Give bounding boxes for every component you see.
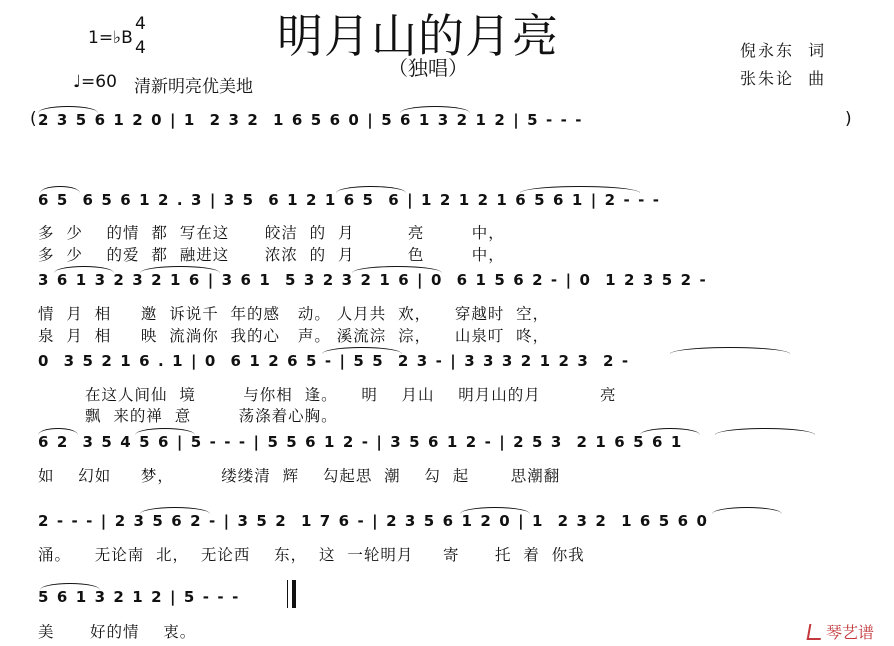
watermark-brand: 琴艺谱 [826, 623, 875, 642]
score-row-6-notes: 2 - - - | 2 3 5 6 2 - | 3 5 2 1 7 6 - | 2 3 5 6 1 2 0 | 1 2 3 2 1 6 5 6 0 [38, 512, 709, 530]
page-subtitle: （独唱） [388, 56, 468, 80]
slur [40, 583, 100, 590]
slur [400, 106, 470, 113]
tempo-marking: ♩=60 [73, 72, 117, 92]
score-row-4-notes: 0 3 5 2 1 6 . 1 | 0 6 1 2 6 5 - | 5 5 2 3 - | 3 3 3 2 1 2 3 2 - [38, 352, 630, 370]
slur [460, 507, 530, 514]
lyric-verse-1: 多 少 的情 都 写在这 皎洁 的 月 亮 中， [38, 224, 505, 242]
composer-credit: 张朱论 曲 [740, 69, 827, 88]
repeat-paren-right: ) [845, 109, 852, 129]
lyric-verse-1: 情 月 相 邀 诉说千 年的感 动。 人月共 欢， 穿越时 空， [38, 305, 550, 323]
time-signature-top: 4 [135, 14, 146, 34]
slur [352, 266, 442, 273]
time-signature-bottom: 4 [135, 38, 146, 58]
repeat-paren-left: ( [30, 109, 37, 129]
slur [140, 507, 210, 514]
lyric-verse-2: 多 少 的爱 都 融进这 浓浓 的 月 色 中， [38, 246, 505, 264]
lyric-verse-1: 在这人间仙 境 与你相 逢。 明 月山 明月山的月 亮 [85, 386, 617, 404]
slur [322, 347, 402, 354]
score-row-2-notes: 6 5 6 5 6 1 2 . 3 | 3 5 6 1 2 1 6 5 6 | 1 2 1 2 1 6 5 6 1 | 2 - - - [38, 191, 661, 209]
lyric-verse-1: 美 好的情 衷。 [38, 623, 197, 641]
key-signature: 1=♭B [88, 28, 133, 48]
slur [640, 428, 700, 435]
lyricist-credit: 倪永东 词 [740, 41, 827, 60]
slur [38, 106, 98, 113]
lyric-verse-1: 如 幻如 梦， 缕缕清 辉 勾起思 潮 勾 起 思潮翻 [38, 467, 561, 485]
slur [715, 428, 815, 435]
lyric-verse-2: 泉 月 相 映 流淌你 我的心 声。 溪流淙 淙， 山泉叮 咚， [38, 327, 550, 345]
lyric-verse-1: 涌。 无论南 北， 无论西 东， 这 一轮明月 寄 托 着 你我 [38, 546, 585, 564]
final-barline [292, 580, 296, 608]
slur [135, 428, 195, 435]
score-row-7-notes: 5 6 1 3 2 1 2 | 5 - - - [38, 588, 240, 606]
slur [520, 186, 640, 193]
score-row-1-notes: 2 3 5 6 1 2 0 | 1 2 3 2 1 6 5 6 0 | 5 6 1 3 2 1 2 | 5 - - - [38, 111, 584, 129]
slur [712, 507, 782, 514]
slur [670, 347, 790, 354]
lyric-verse-2: 飘 来的禅 意 荡涤着心胸。 [85, 407, 338, 425]
slur [336, 186, 406, 193]
slur [40, 186, 80, 193]
slur [38, 428, 78, 435]
page-title: 明月山的月亮 [277, 9, 559, 63]
score-row-3-notes: 3 6 1 3 2 3 2 1 6 | 3 6 1 5 3 2 3 2 1 6 | 0 6 1 5 6 2 - | 0 1 2 3 5 2 - [38, 271, 708, 289]
score-row-5-notes: 6 2 3 5 4 5 6 | 5 - - - | 5 5 6 1 2 - | 3 5 6 1 2 - | 2 5 3 2 1 6 5 6 1 [38, 433, 683, 451]
expression-marking: 清新明亮优美地 [134, 77, 253, 97]
logo-mark-icon [807, 624, 824, 640]
barline [287, 580, 288, 608]
watermark-logo [808, 620, 874, 643]
slur [54, 266, 114, 273]
slur [140, 266, 220, 273]
